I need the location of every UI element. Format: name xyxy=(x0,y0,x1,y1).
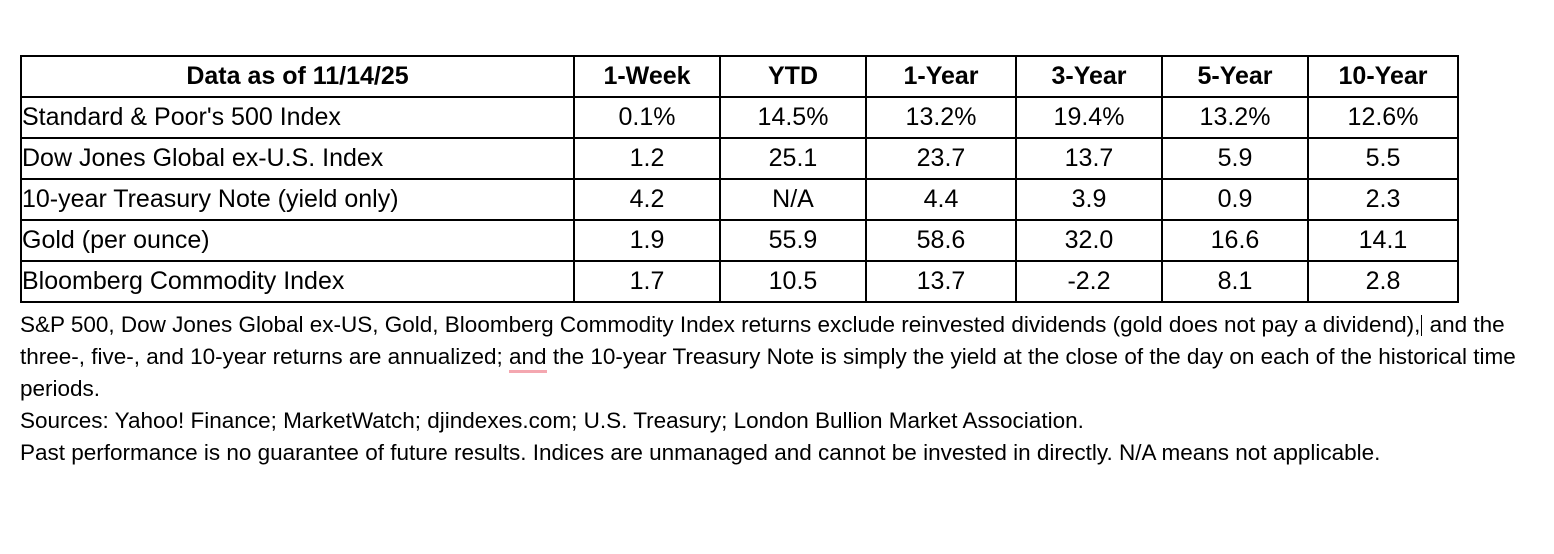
footnote-methodology-part-a: S&P 500, Dow Jones Global ex-US, Gold, Bloomberg Commodity Index returns exclude reinvested dividends (gold does not pay a dividend), xyxy=(20,312,1421,337)
cell-value: 12.6% xyxy=(1308,97,1458,138)
footnote-methodology-part-b: and the three-, five-, and 10-year returns are annualized; xyxy=(20,312,1505,369)
market-returns-table xyxy=(20,55,1459,303)
cell-value: 0.1% xyxy=(574,97,720,138)
row-label: Bloomberg Commodity Index xyxy=(21,261,574,302)
footnote-methodology xyxy=(20,309,1534,405)
cell-value: 13.2% xyxy=(866,97,1016,138)
cell-value: 25.1 xyxy=(720,138,866,179)
footnote-disclaimer: Past performance is no guarantee of future results. Indices are unmanaged and cannot be invested in directly. N/A means not applicable. xyxy=(20,439,1381,465)
column-header-3-year: 3-Year xyxy=(1016,56,1162,97)
column-header-5-year: 5-Year xyxy=(1162,56,1308,97)
cell-value: 1.2 xyxy=(574,138,720,179)
cell-value: 23.7 xyxy=(866,138,1016,179)
footnotes xyxy=(20,309,1534,469)
table-row xyxy=(21,97,1458,138)
table-row xyxy=(21,220,1458,261)
cell-value: 3.9 xyxy=(1016,179,1162,220)
cell-value: 32.0 xyxy=(1016,220,1162,261)
cell-value: 2.8 xyxy=(1308,261,1458,302)
cell-value: 13.2% xyxy=(1162,97,1308,138)
table-row xyxy=(21,261,1458,302)
column-header-10-year: 10-Year xyxy=(1308,56,1458,97)
cell-value: -2.2 xyxy=(1016,261,1162,302)
row-label: Gold (per ounce) xyxy=(21,220,574,261)
cell-value: 14.5% xyxy=(720,97,866,138)
footnote-sources: Sources: Yahoo! Finance; MarketWatch; djindexes.com; U.S. Treasury; London Bullion Market Association. xyxy=(20,407,1084,433)
cell-value: 8.1 xyxy=(1162,261,1308,302)
cell-value: 5.5 xyxy=(1308,138,1458,179)
cell-value: 14.1 xyxy=(1308,220,1458,261)
cell-value: 4.4 xyxy=(866,179,1016,220)
table-row xyxy=(21,179,1458,220)
row-label: Standard & Poor's 500 Index xyxy=(21,97,574,138)
cell-value: 13.7 xyxy=(866,261,1016,302)
cell-value: 58.6 xyxy=(866,220,1016,261)
cell-value: 0.9 xyxy=(1162,179,1308,220)
cell-value: 19.4% xyxy=(1016,97,1162,138)
cell-value: 13.7 xyxy=(1016,138,1162,179)
cell-value: 16.6 xyxy=(1162,220,1308,261)
footnote-methodology-part-c: the 10-year Treasury Note is simply the yield at the close of the day on each of the historical time periods. xyxy=(20,343,1516,401)
column-header-1-week: 1-Week xyxy=(574,56,720,97)
row-label: 10-year Treasury Note (yield only) xyxy=(21,179,574,220)
row-label: Dow Jones Global ex-U.S. Index xyxy=(21,138,574,179)
cell-value: 55.9 xyxy=(720,220,866,261)
cell-value: 10.5 xyxy=(720,261,866,302)
cell-value: 4.2 xyxy=(574,179,720,220)
spellcheck-underlined-word: and xyxy=(509,344,547,373)
table-row xyxy=(21,138,1458,179)
table-header-row xyxy=(21,56,1458,97)
column-header-1-year: 1-Year xyxy=(866,56,1016,97)
cell-value: 2.3 xyxy=(1308,179,1458,220)
column-header-ytd: YTD xyxy=(720,56,866,97)
column-header-data-as-of: Data as of 11/14/25 xyxy=(21,56,574,97)
cell-value: N/A xyxy=(720,179,866,220)
cell-value: 1.7 xyxy=(574,261,720,302)
cell-value: 1.9 xyxy=(574,220,720,261)
cell-value: 5.9 xyxy=(1162,138,1308,179)
